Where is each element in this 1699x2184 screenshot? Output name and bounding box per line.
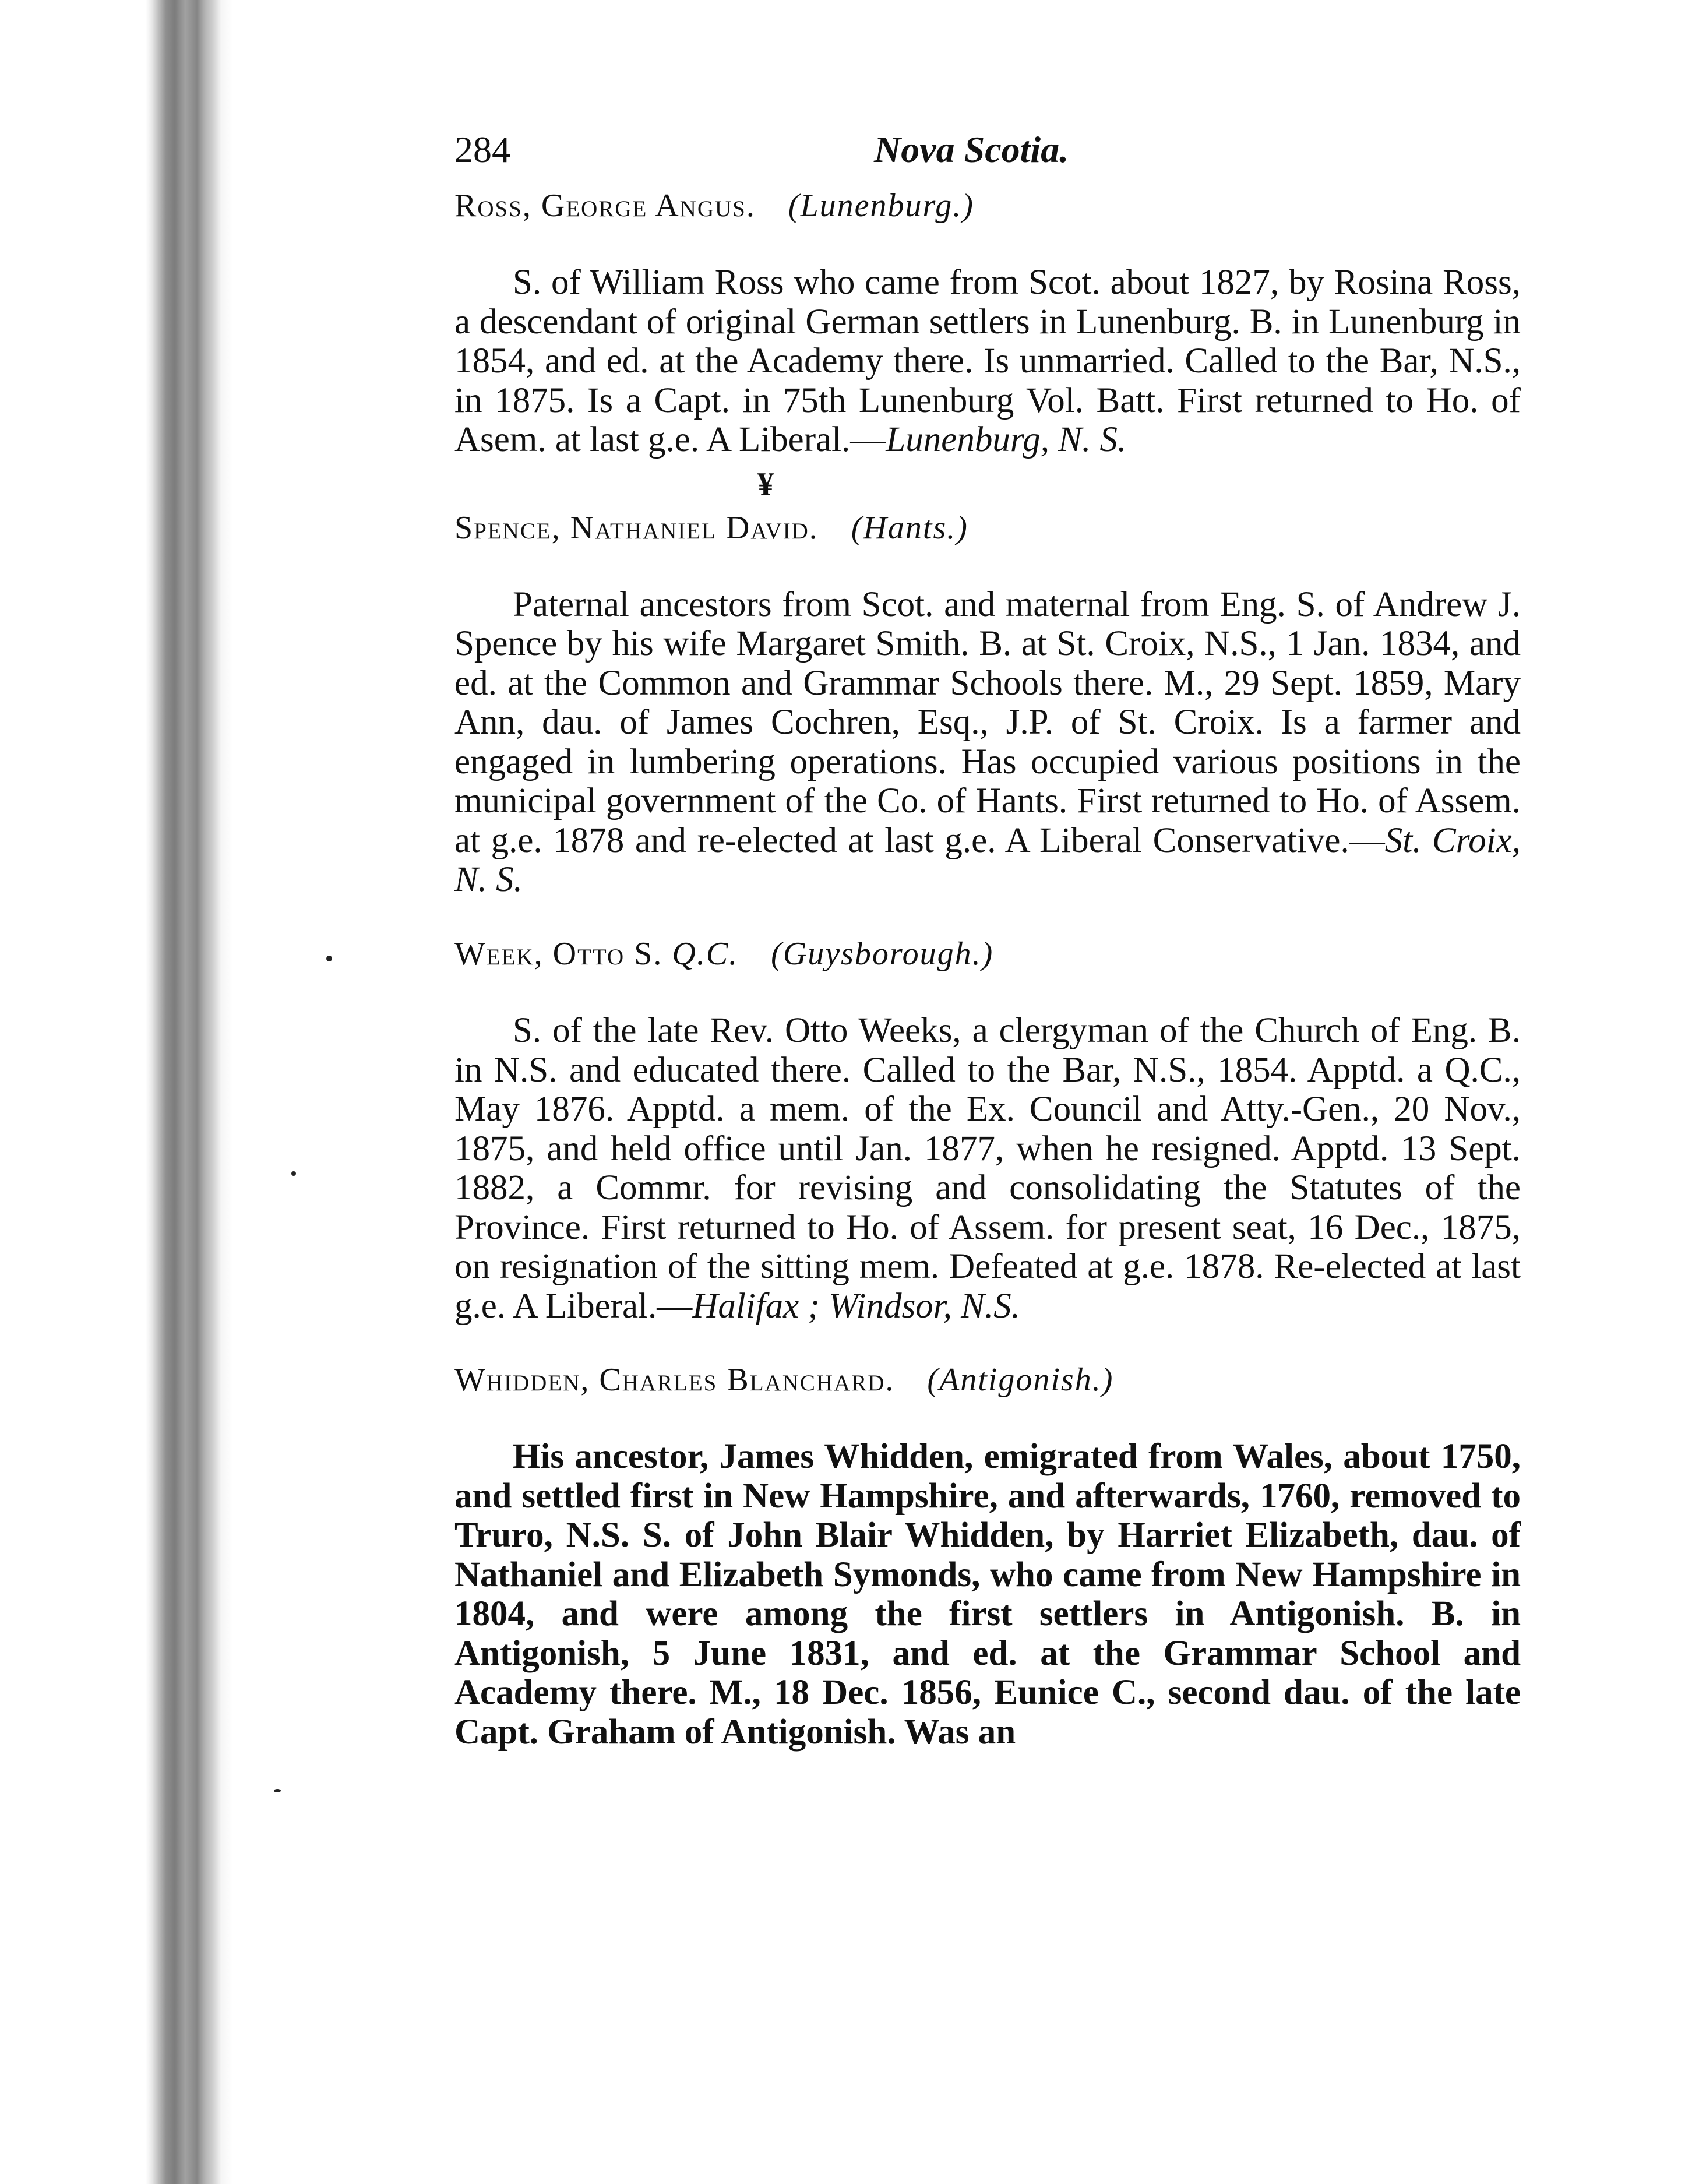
entry-constituency: (Guysborough.) [771,935,994,972]
entry-body-text: Paternal ancestors from Scot. and maternal from Eng. S. of Andrew J. Spence by his wife Margaret Smith. B. at St. Croix, N.S., 1 Jan. 1834, and ed. at the Common and Grammar Schools there. M., 29 Sept. 1859, Mary Ann, dau. of James Cochren, Esq., J.P. of St. Croix. Is a farmer and engaged in lumbering operations. Has occupied various positions in the municipal government of the Co. of Hants. First returned to Ho. of Assem. at g.e. 1878 and re-elected at last g.e. A Liberal Conservative.— [454,584,1521,860]
print-mark: ¥ [757,466,774,502]
entry-body-text: S. of the late Rev. Otto Weeks, a clergyman of the Church of Eng. B. in N.S. and educated there. Called to the Bar, N.S., 1854. Apptd. a Q.C., May 1876. Apptd. a mem. of the Ex. Council and Atty.-Gen., 20 Nov., 1875, and held office until Jan. 1877, when he resigned. Apptd. 13 Sept. 1882, a Commr. for revising and consolidating the Statutes of the Province. First returned to Ho. of Assem. for present seat, 16 Dec., 1875, on resignation of the sitting mem. Defeated at g.e. 1878. Re-elected at last g.e. A Liberal.— [454,1011,1521,1326]
entry-biography [454,1437,1521,1752]
entry-address: Lunenburg, N. S. [886,420,1127,460]
print-speck [274,1789,281,1792]
running-head [454,122,1521,186]
entry-constituency: (Lunenburg.) [788,188,974,224]
entry-given-names: Otto S. [552,935,663,972]
print-speck [291,1171,296,1176]
entry-week [454,935,1521,1326]
entry-heading [454,935,1521,974]
entry-given-names: Nathaniel David. [570,509,819,546]
entry-given-names: George Angus. [541,188,756,224]
entry-heading [454,1361,1521,1400]
running-title: Nova Scotia. [874,129,1069,170]
entry-surname: Spence, [454,509,561,546]
entry-whidden [454,1361,1521,1752]
entry-biography [454,585,1521,900]
entry-surname: Week, [454,935,544,972]
entry-surname: Ross, [454,188,532,224]
entry-body-text: His ancestor, James Whidden, emigrated from Wales, about 1750, and settled first in New Hampshire, and afterwards, 1760, removed to Truro, N.S. S. of John Blair Whidden, by Harriet Elizabeth, dau. of Nathaniel and Elizabeth Symonds, who came from New Hampshire in 1804, and were among the first settlers in Antigonish. B. in Antigonish, 5 June 1831, and ed. at the Grammar School and Academy there. M., 18 Dec. 1856, Eunice C., second dau. of the late Capt. Graham of Antigonish. Was an [454,1437,1521,1752]
page-content [454,122,1521,1787]
page-number: 284 [454,129,510,170]
entry-spence [454,509,1521,900]
entry-address: St. Croix, N. S. [454,820,1521,900]
entry-suffix: Q.C. [672,935,739,972]
entry-address: Halifax ; Windsor, N.S. [692,1286,1020,1326]
page-binding-edge [0,0,274,2184]
entry-ross [454,186,1521,460]
print-speck [326,956,332,961]
entry-biography [454,1011,1521,1326]
entry-heading [454,509,1521,548]
entry-constituency: (Hants.) [851,509,968,546]
entry-biography [454,263,1521,460]
entry-given-names: Charles Blanchard. [599,1362,895,1399]
entry-surname: Whidden, [454,1362,590,1399]
entry-heading [454,186,1521,226]
entry-body-text: S. of William Ross who came from Scot. about 1827, by Rosina Ross, a descendant of original German settlers in Lunenburg. B. in Lunenburg in 1854, and ed. at the Academy there. Is unmarried. Called to the Bar, N.S., in 1875. Is a Capt. in 75th Lunenburg Vol. Batt. First returned to Ho. of Asem. at last g.e. A Liberal.— [454,263,1521,460]
entry-constituency: (Antigonish.) [927,1362,1114,1399]
